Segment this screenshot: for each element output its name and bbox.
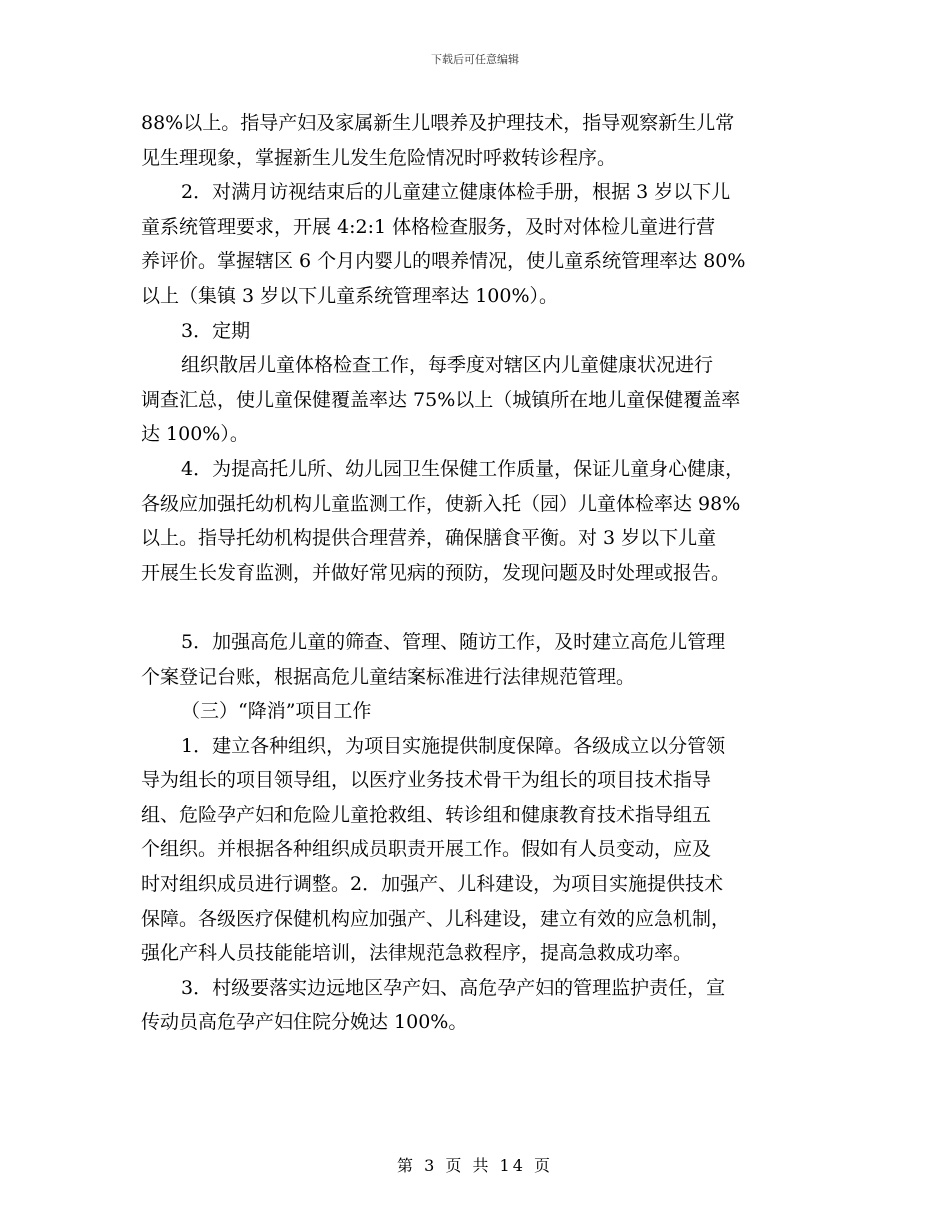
page-number: 第 3 页 共 14 页 [397, 1156, 553, 1175]
paragraph-line: 88%以上。指导产妇及家属新生儿喂养及护理技术，指导观察新生儿常 [141, 112, 735, 134]
paragraph-line: 组、危险孕产妇和危险儿童抢救组、转诊组和健康教育技术指导组五 [141, 803, 712, 826]
paragraph-line: 开展生长发育监测，并做好常见病的预防，发现问题及时处理或报告。 [141, 561, 731, 584]
paragraph-line: 传动员高危孕产妇住院分娩达 100%。 [141, 1011, 468, 1034]
paragraph-line: 养评价。掌握辖区 6 个月内婴儿的喂养情况，使儿童系统管理率达 80% [141, 250, 746, 273]
paragraph-line: 个组织。并根据各种组织成员职责开展工作。假如有人员变动，应及 [141, 838, 712, 861]
paragraph-line: 3．村级要落实边远地区孕产妇、高危孕产妇的管理监护责任，宣 [181, 976, 726, 999]
paragraph-line: 强化产科人员技能能培训，法律规范急救程序，提高急救成功率。 [141, 942, 693, 965]
paragraph-line: 达 100%）。 [141, 423, 249, 446]
paragraph-line: 见生理现象，掌握新生儿发生危险情况时呼救转诊程序。 [141, 146, 617, 169]
paragraph-line: 以上。指导托幼机构提供合理营养，确保膳食平衡。对 3 岁以下儿童 [141, 527, 717, 550]
paragraph-line: 保障。各级医疗保健机构应加强产、儿科建设，建立有效的应急机制， [141, 907, 731, 930]
page-header-note: 下载后可任意编辑 [431, 53, 519, 66]
paragraph-line: 调查汇总，使儿童保健覆盖率达 75%以上（城镇所在地儿童保健覆盖率 [141, 388, 741, 411]
section-heading: （三）“降消”项目工作 [181, 700, 372, 723]
paragraph-line: 2．对满月访视结束后的儿童建立健康体检手册，根据 3 岁以下儿 [181, 181, 731, 204]
paragraph-line: 个案登记台账，根据高危儿童结案标准进行法律规范管理。 [141, 665, 636, 688]
blank-line [141, 590, 813, 625]
paragraph-line: 4．为提高托儿所、幼儿园卫生保健工作质量，保证儿童身心健康， [181, 457, 745, 480]
paragraph-line: 5．加强高危儿童的筛查、管理、随访工作，及时建立高危儿管理 [181, 630, 726, 653]
paragraph-line: 组织散居儿童体格检查工作，每季度对辖区内儿童健康状况进行 [181, 354, 714, 377]
paragraph-line: 以上（集镇 3 岁以下儿童系统管理率达 100%）。 [141, 284, 559, 307]
paragraph-line: 时对组织成员进行调整。2．加强产、儿科建设，为项目实施提供技术 [141, 873, 724, 896]
paragraph-line: 1．建立各种组织，为项目实施提供制度保障。各级成立以分管领 [181, 734, 726, 757]
paragraph-line: 童系统管理要求，开展 4:2:1 体格检查服务，及时对体检儿童进行营 [141, 215, 716, 238]
paragraph-line: 3．定期 [181, 319, 251, 342]
document-body [141, 106, 813, 1040]
paragraph-line: 各级应加强托幼机构儿童监测工作，使新入托（园）儿童体检率达 98% [141, 492, 741, 515]
paragraph-line: 导为组长的项目领导组，以医疗业务技术骨干为组长的项目技术指导 [141, 769, 712, 792]
